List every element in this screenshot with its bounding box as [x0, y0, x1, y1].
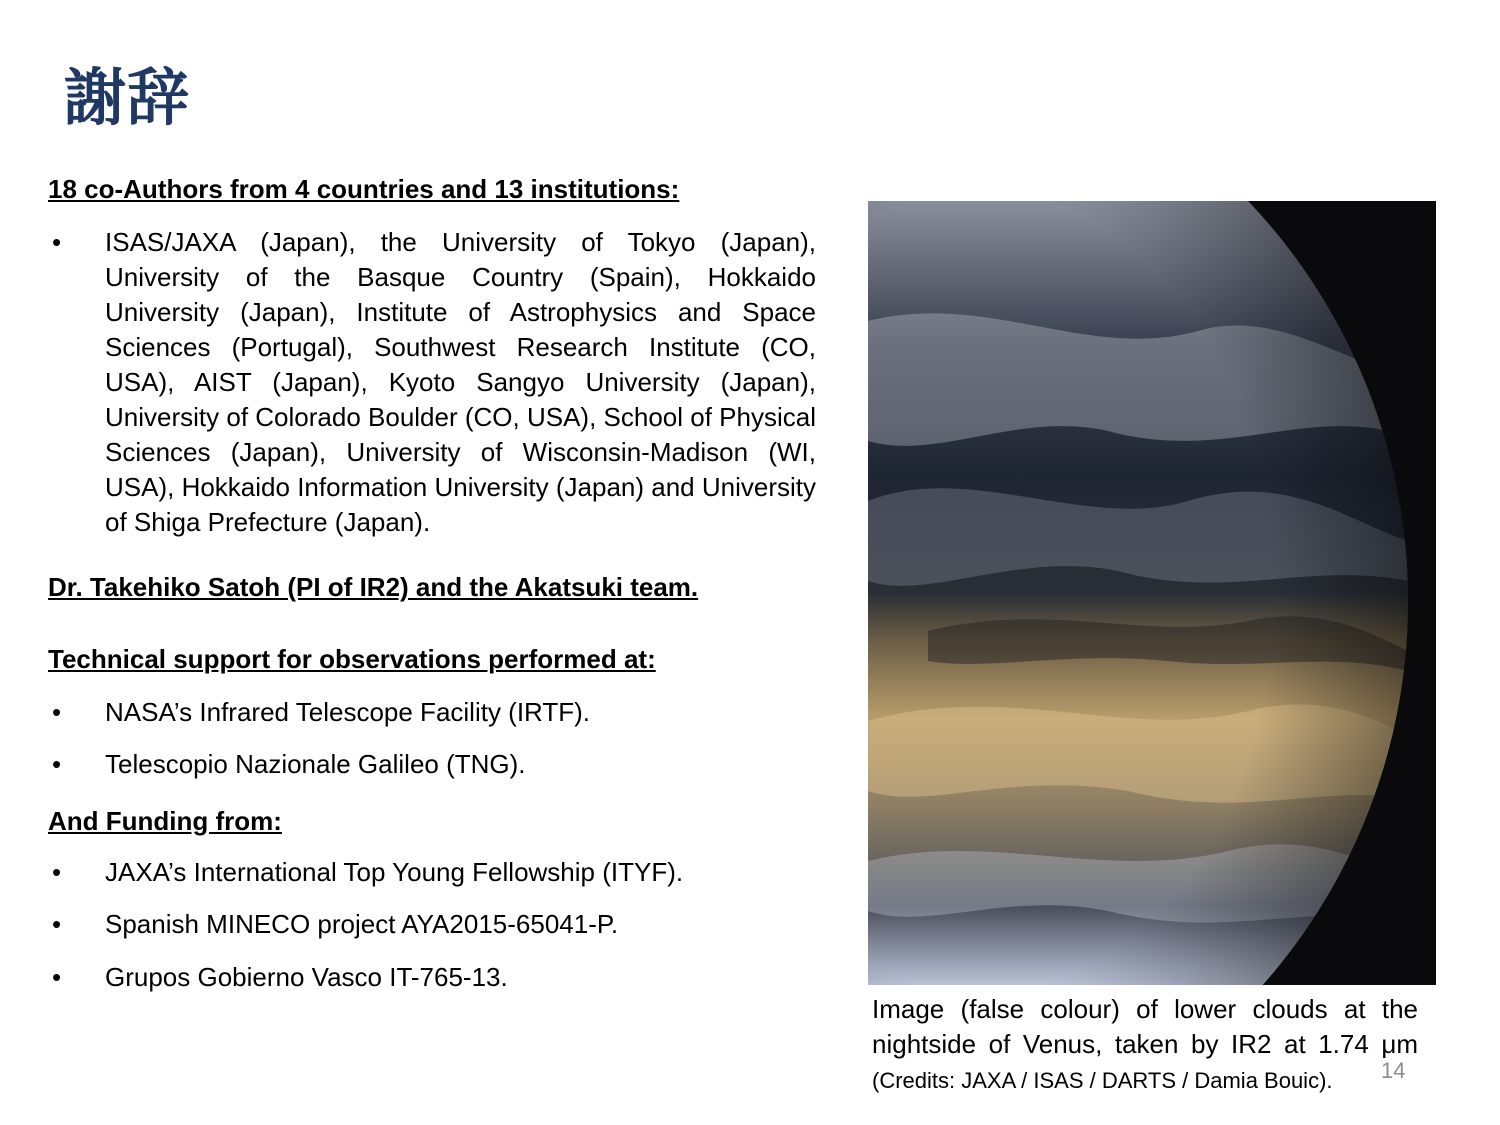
bullet-dot: • [52, 909, 62, 939]
image-caption [872, 992, 1418, 1098]
funding-text-ityf: JAXA’s International Top Young Fellowship (ITYF). [105, 857, 684, 887]
support-text-irtf: NASA’s Infrared Telescope Facility (IRTF). [105, 697, 591, 727]
bullet-dot: • [52, 962, 62, 992]
funding-text-mineco: Spanish MINECO project AYA2015-65041-P. [105, 909, 619, 939]
technical-support-heading: Technical support for observations performed at: [48, 644, 656, 674]
slide-title: 謝辞 [64, 61, 191, 134]
bullet-dot: • [52, 697, 62, 727]
funding-bullet-vasco [48, 960, 816, 995]
institutions-bullet [48, 225, 816, 540]
left-column [48, 172, 816, 995]
funding-bullet-ityf [48, 855, 816, 890]
bullet-dot: • [52, 227, 62, 257]
support-bullet-tng [48, 747, 816, 782]
institutions-text: ISAS/JAXA (Japan), the University of Tokyo (Japan), University of the Basque Country (Spain), Hokkaido University (Japan), Institute of Astrophysics and Space Sciences (Portugal), Southwest Research Institute (CO, USA), AIST (Japan), Kyoto Sangyo University (Japan), University of Colorado Boulder (CO, USA), School of Physical Sciences (Japan), University of Wisconsin-Madison (WI, USA), Hokkaido Information University (Japan) and University of Shiga Prefecture (Japan). [105, 227, 816, 537]
support-text-tng: Telescopio Nazionale Galileo (TNG). [105, 749, 526, 779]
funding-bullet-mineco [48, 907, 816, 942]
page-number: 14 [1381, 1058, 1406, 1083]
venus-planet-graphic [868, 201, 1436, 985]
venus-image [868, 201, 1436, 985]
team-heading: Dr. Takehiko Satoh (PI of IR2) and the Akatsuki team. [48, 572, 699, 602]
bullet-dot: • [52, 857, 62, 887]
funding-heading: And Funding from: [48, 806, 282, 836]
funding-text-vasco: Grupos Gobierno Vasco IT-765-13. [105, 962, 508, 992]
support-bullet-irtf [48, 695, 816, 730]
caption-main: Image (false colour) of lower clouds at the nightside of Venus, taken by IR2 at 1.74 μm [872, 994, 1418, 1059]
bullet-dot: • [52, 749, 62, 779]
caption-credits: (Credits: JAXA / ISAS / DARTS / Damia Bouic). [872, 1068, 1333, 1093]
coauthors-heading: 18 co-Authors from 4 countries and 13 institutions: [48, 174, 680, 204]
